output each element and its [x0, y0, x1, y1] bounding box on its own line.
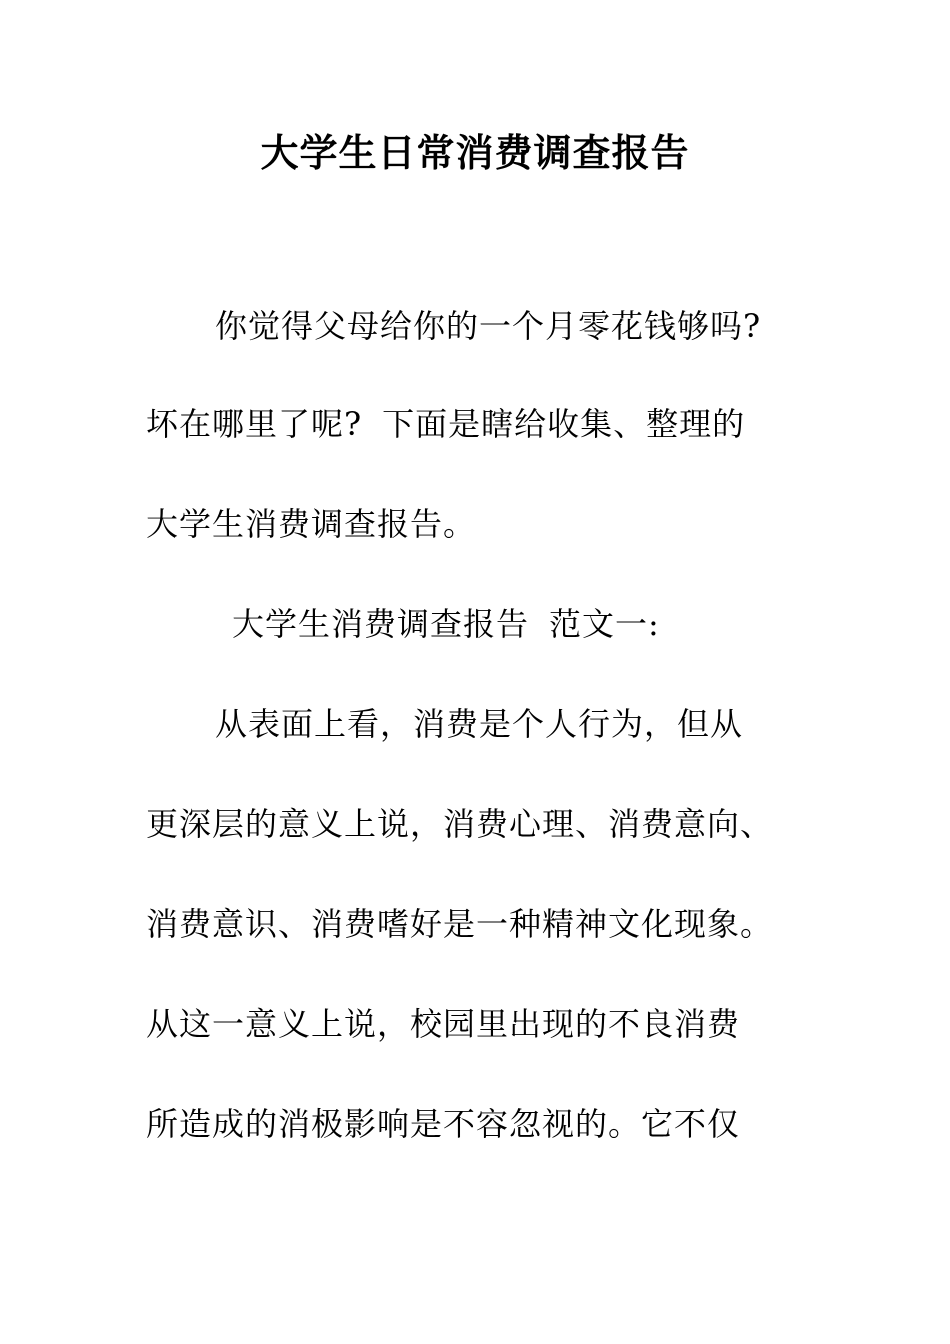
section-heading-label: 大学生消费调查报告: [232, 605, 530, 643]
body-line-2: 更深层的意义上说，消费心理、消费意向、: [146, 805, 774, 843]
intro-line-1: 你觉得父母给你的一个月零花钱够吗?: [215, 307, 762, 345]
intro-line-2-question: 坏在哪里了呢?: [146, 405, 363, 443]
body-line-5: 所造成的消极影响是不容忽视的。它不仅: [146, 1105, 741, 1143]
section-heading-suffix: 范文一:: [549, 605, 660, 643]
intro-line-3: 大学生消费调查报告。: [146, 505, 477, 543]
section-heading: [232, 604, 660, 644]
body-line-1: 从表面上看，消费是个人行为，但从: [215, 705, 744, 743]
intro-line-2-text: 下面是瞎给收集、整理的: [382, 405, 746, 443]
document-title: 大学生日常消费调查报告: [260, 131, 690, 175]
intro-line-2: [146, 404, 745, 444]
body-line-3: 消费意识、消费嗜好是一种精神文化现象。: [146, 905, 774, 943]
body-line-4: 从这一意义上说，校园里出现的不良消费: [146, 1005, 741, 1043]
